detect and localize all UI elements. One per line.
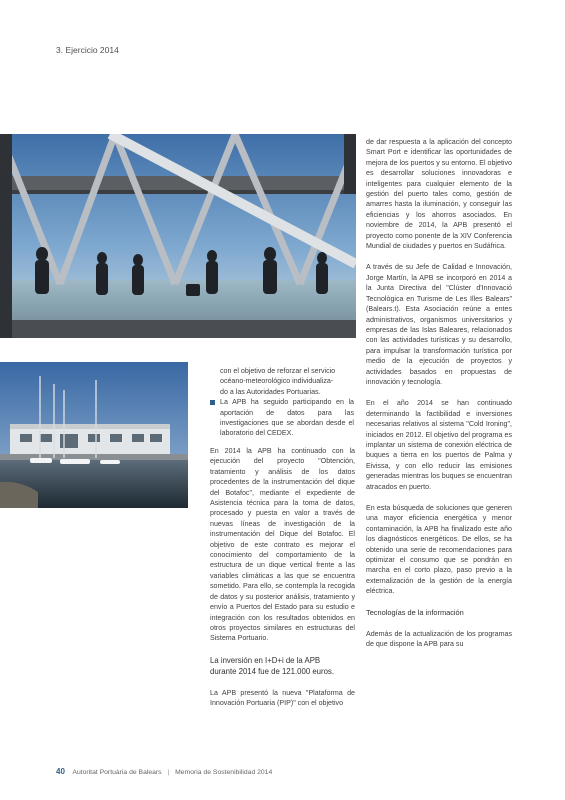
footer-report: Memoria de Sostenibilidad 2014	[175, 769, 273, 776]
investment-line: durante 2014 fue de 121.000 euros.	[210, 666, 334, 676]
middle-column-top	[220, 366, 354, 439]
paragraph-pip: La APB presentó la nueva "Plataforma de Innovación Portuaria (PIP)" con el objetivo	[210, 688, 355, 708]
paragraph-eficiencia: En esta búsqueda de soluciones que generen una mayor eficiencia energética y menor contaminación, la APB ha finalizado este año los diagnósticos energéticos. De ellos, se ha obtenido una serie de recomendaciones para optimizar el consumo que se pondrán en marcha en el corto plazo, paso previo a la externalización de la gestión de la energía eléctrica.	[366, 504, 512, 596]
paragraph-ti: Además de la actualización de los programas de que dispone la APB para su	[366, 630, 512, 649]
intro-line: do a las Autoridades Portuarias.	[220, 387, 321, 396]
section-header: 3. Ejercicio 2014	[56, 45, 119, 55]
bridge-photo	[0, 134, 356, 338]
paragraph-cluster: A través de su Jefe de Calidad e Innovación, Jorge Martín, la APB se incorporó en 2014 a la Junta Directiva del "Clúster d'Innovació Tecnològica en Turisme de Les Illes Balears" (Balears.t). Esta Asociación reúne a entes administrativos, organismos universitarios y empresas de las Islas Baleares, relacionados con las actividades turísticas y su desarrollo, para impulsar la transformación turística por medio de la ejecución de proyectos y actividades basados en propuestas de innovación y tecnología.	[366, 263, 512, 386]
bullet-item	[210, 397, 354, 439]
bullet-square-icon	[210, 400, 215, 405]
right-column	[366, 137, 512, 661]
paragraph-obtencion: En 2014 la APB ha continuado con la ejecución del proyecto "Obtención, tratamiento y análisis de los datos procedentes de la instrumentación del dique del Botafoc", mediante el expediente de Asistencia técnica para la toma de datos, procesado y puesta en valor a través de nuevas líneas de investigación de la instrumentación del Dique del Botafoc. El objetivo de este contrato es mejorar el conocimiento del comportamiento de la estructura de un dique vertical frente a las variables climáticas a las que se encuentra sometido. Para ello, se contempla la recogida de datos y su posterior análisis, tratamiento y envío a Puertos del Estado para su estudio e integración con los resultados obtenidos en otros proyectos similares en estructuras del Sistema Portuario.	[210, 447, 355, 643]
investment-highlight	[210, 655, 355, 677]
intro-line: con el objetivo de reforzar el servicio	[220, 367, 336, 375]
bullet-text: La APB ha seguido participando en la aportación de datos para las investigaciones que se abordan desde el laboratorio del CEDEX.	[220, 398, 354, 438]
paragraph-cold-ironing: En el año 2014 se han continuado determinando la factibilidad e inversiones necesarias relativos al sistema "Cold Ironing", iniciados en 2012. El objetivo del programa es implantar un sistema de conexión eléctrica de buques a tierra en los puertos de Palma y Eivissa, y con ello reducir las emisiones generadas mientras los buques se encuentran atracados en puerto.	[366, 399, 512, 491]
paragraph-smart-port: de dar respuesta a la aplicación del concepto Smart Port e identificar las oportunidades de mejora de los puertos y su entorno. El objetivo es desarrollar soluciones innovadoras e inteligentes para cualquier elemento de la gestión del puerto tales como, gestión de amarres hasta la iluminación, y conseguir las eficiencias y los ahorros asociados. En noviembre de 2014, la APB presentó el proyecto como ponente de la XIV Conferencia Mundial de ciudades y puertos en Sudáfrica.	[366, 138, 512, 251]
subheading-tecnologias: Tecnologías de la información	[366, 607, 464, 617]
page-footer	[56, 767, 272, 776]
port-photo	[0, 362, 188, 508]
footer-separator: |	[167, 769, 170, 776]
page-number: 40	[56, 767, 65, 776]
investment-line: La inversión en I+D+i de la APB	[210, 655, 321, 665]
footer-org: Autoritat Portuària de Balears	[72, 769, 162, 776]
middle-column	[210, 446, 355, 720]
intro-line: océano-meteorológico individualiza-	[220, 377, 334, 386]
